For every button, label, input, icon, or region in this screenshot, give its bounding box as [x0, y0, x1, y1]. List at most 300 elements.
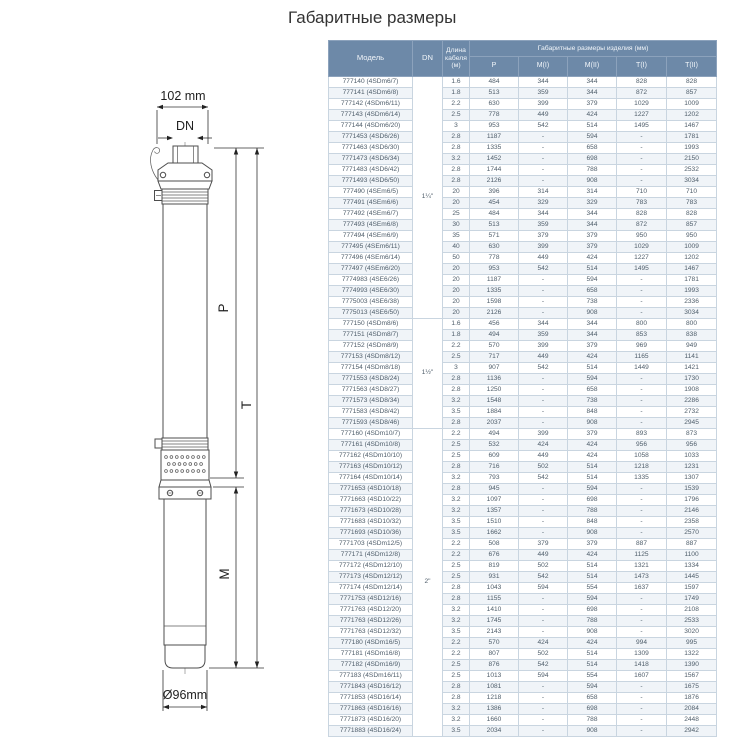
dim-p-cell: 532 [470, 440, 519, 451]
cable-length-cell: 2.8 [443, 583, 470, 594]
dim-t2-cell: 1749 [667, 594, 717, 605]
table-row [329, 187, 717, 198]
dim-p-cell: 513 [470, 88, 519, 99]
cable-length-cell: 20 [443, 286, 470, 297]
dim-t1-cell: 893 [617, 429, 667, 440]
dim-m1-cell: 449 [519, 110, 568, 121]
dim-t2-cell: 1467 [667, 264, 717, 275]
dim-t2-cell: 828 [667, 209, 717, 220]
dim-t1-cell: - [617, 715, 667, 726]
cable-length-cell: 1.6 [443, 319, 470, 330]
col-header-m2: M(II) [568, 57, 617, 77]
dim-t1-cell: 950 [617, 231, 667, 242]
dim-m1-cell: 502 [519, 462, 568, 473]
table-row [329, 440, 717, 451]
table-row [329, 605, 717, 616]
dim-t1-cell: - [617, 275, 667, 286]
cable-length-cell: 2.2 [443, 539, 470, 550]
dim-p-cell: 1357 [470, 506, 519, 517]
model-cell: 777164 (4SDm10/14) [329, 473, 413, 484]
dim-t1-cell: - [617, 132, 667, 143]
model-cell: 7771673 (4SD10/28) [329, 506, 413, 517]
cable-length-cell: 3.2 [443, 473, 470, 484]
model-cell: 7771763 (4SD12/32) [329, 627, 413, 638]
table-row [329, 682, 717, 693]
dim-p-cell: 1081 [470, 682, 519, 693]
dim-m1-cell: 399 [519, 242, 568, 253]
model-cell: 7771663 (4SD10/22) [329, 495, 413, 506]
dim-p-cell: 484 [470, 77, 519, 88]
dim-t2-cell: 1908 [667, 385, 717, 396]
dim-label-p: P [216, 303, 231, 313]
dim-t2-cell: 3020 [667, 627, 717, 638]
model-cell: 777142 (4SDm6/11) [329, 99, 413, 110]
dim-m2-cell: 344 [568, 220, 617, 231]
dim-t1-cell: - [617, 605, 667, 616]
table-row [329, 506, 717, 517]
dim-m2-cell: 379 [568, 231, 617, 242]
dim-p-cell: 570 [470, 341, 519, 352]
dim-p-cell: 676 [470, 550, 519, 561]
dim-p-cell: 454 [470, 198, 519, 209]
dim-t2-cell: 1993 [667, 143, 717, 154]
dim-t2-cell: 1009 [667, 242, 717, 253]
dim-m2-cell: 379 [568, 341, 617, 352]
cable-length-cell: 3.2 [443, 605, 470, 616]
cable-length-cell: 25 [443, 209, 470, 220]
dim-t1-cell: 783 [617, 198, 667, 209]
model-cell: 777152 (4SDm8/9) [329, 341, 413, 352]
dim-t1-cell: - [617, 143, 667, 154]
dim-p-cell: 1548 [470, 396, 519, 407]
dn-group-cell: 1½" [413, 319, 443, 429]
cable-length-cell: 2.8 [443, 143, 470, 154]
model-cell: 7771563 (4SD8/27) [329, 385, 413, 396]
pump-body [163, 204, 207, 438]
dimension-vertical-lines [209, 148, 264, 668]
dim-p-cell: 2126 [470, 176, 519, 187]
dim-t2-cell: 828 [667, 77, 717, 88]
model-cell: 7771753 (4SD12/16) [329, 594, 413, 605]
dim-p-cell: 1744 [470, 165, 519, 176]
cable-length-cell: 2.5 [443, 671, 470, 682]
model-cell: 777180 (4SDm16/5) [329, 638, 413, 649]
dim-t2-cell: 1100 [667, 550, 717, 561]
dim-m1-cell: 359 [519, 330, 568, 341]
dim-t1-cell: 1335 [617, 473, 667, 484]
dim-t1-cell: - [617, 616, 667, 627]
dim-t2-cell: 1781 [667, 275, 717, 286]
dim-p-cell: 513 [470, 220, 519, 231]
model-cell: 7771453 (4SD6/26) [329, 132, 413, 143]
dim-p-cell: 1187 [470, 132, 519, 143]
dim-m2-cell: 424 [568, 550, 617, 561]
dim-m2-cell: 848 [568, 407, 617, 418]
table-row [329, 726, 717, 737]
dim-t2-cell: 1597 [667, 583, 717, 594]
cable-length-cell: 2.5 [443, 561, 470, 572]
dim-m2-cell: 698 [568, 704, 617, 715]
dim-m1-cell: 424 [519, 638, 568, 649]
dim-p-cell: 793 [470, 473, 519, 484]
col-header-cable-length: Длина кабеля (м) [443, 41, 470, 77]
dim-m1-cell: - [519, 726, 568, 737]
model-cell: 7771863 (4SD16/16) [329, 704, 413, 715]
dim-m1-cell: - [519, 308, 568, 319]
dim-t1-cell: - [617, 693, 667, 704]
cable-length-cell: 2.5 [443, 660, 470, 671]
dim-t2-cell: 1334 [667, 561, 717, 572]
col-header-t1: T(I) [617, 57, 667, 77]
dim-p-cell: 1745 [470, 616, 519, 627]
cable-length-cell: 2.5 [443, 440, 470, 451]
dim-m2-cell: 658 [568, 385, 617, 396]
col-header-p: P [470, 57, 519, 77]
pump-intake-screen [155, 438, 211, 487]
dim-t2-cell: 1322 [667, 649, 717, 660]
dim-p-cell: 1598 [470, 297, 519, 308]
dim-t1-cell: - [617, 682, 667, 693]
cable-length-cell: 3.2 [443, 616, 470, 627]
dim-m2-cell: 698 [568, 495, 617, 506]
model-cell: 7771873 (4SD16/20) [329, 715, 413, 726]
dim-t2-cell: 873 [667, 429, 717, 440]
table-row [329, 407, 717, 418]
dim-m2-cell: 594 [568, 275, 617, 286]
model-cell: 777150 (4SDm8/6) [329, 319, 413, 330]
dim-t1-cell: - [617, 165, 667, 176]
dim-m1-cell: - [519, 418, 568, 429]
table-body [329, 77, 717, 737]
dim-t1-cell: - [617, 308, 667, 319]
table-row [329, 330, 717, 341]
table-row [329, 484, 717, 495]
dim-m2-cell: 698 [568, 154, 617, 165]
dim-p-cell: 1155 [470, 594, 519, 605]
dim-t1-cell: - [617, 396, 667, 407]
cable-length-cell: 2.2 [443, 550, 470, 561]
cable-length-cell: 3.5 [443, 517, 470, 528]
table-row [329, 352, 717, 363]
dim-m2-cell: 344 [568, 319, 617, 330]
dim-t2-cell: 2448 [667, 715, 717, 726]
dim-m2-cell: 908 [568, 528, 617, 539]
dim-label-m: M [217, 568, 232, 580]
model-cell: 777496 (4SEm6/14) [329, 253, 413, 264]
pump-dimensional-drawing [140, 80, 280, 720]
table-row [329, 517, 717, 528]
cable-length-cell: 50 [443, 253, 470, 264]
dim-m1-cell: - [519, 374, 568, 385]
table-row [329, 209, 717, 220]
cable-length-cell: 3.5 [443, 726, 470, 737]
table-row [329, 495, 717, 506]
dim-t2-cell: 857 [667, 88, 717, 99]
dim-m2-cell: 594 [568, 132, 617, 143]
dim-m1-cell: 502 [519, 561, 568, 572]
model-cell: 777161 (4SDm10/8) [329, 440, 413, 451]
dim-label-diameter: Ø96mm [162, 688, 208, 702]
model-cell: 777153 (4SDm8/12) [329, 352, 413, 363]
dim-m2-cell: 788 [568, 616, 617, 627]
dim-t2-cell: 950 [667, 231, 717, 242]
table-row [329, 143, 717, 154]
dim-m1-cell: 379 [519, 539, 568, 550]
dim-m2-cell: 424 [568, 638, 617, 649]
dimensions-table [328, 40, 717, 737]
cable-length-cell: 2.8 [443, 132, 470, 143]
dim-t1-cell: 1227 [617, 253, 667, 264]
dim-m1-cell: - [519, 506, 568, 517]
model-cell: 7771463 (4SD6/30) [329, 143, 413, 154]
dim-m1-cell: 329 [519, 198, 568, 209]
table-row [329, 429, 717, 440]
dim-m1-cell: 399 [519, 429, 568, 440]
dimensions-table-container [328, 40, 716, 737]
cable-length-cell: 3.2 [443, 506, 470, 517]
model-cell: 777490 (4SEm6/5) [329, 187, 413, 198]
cable-length-cell: 40 [443, 242, 470, 253]
dim-p-cell: 2034 [470, 726, 519, 737]
model-cell: 7771583 (4SD8/42) [329, 407, 413, 418]
dim-t2-cell: 2336 [667, 297, 717, 308]
dim-t2-cell: 2108 [667, 605, 717, 616]
model-cell: 7774983 (4SE6/26) [329, 275, 413, 286]
dim-m2-cell: 514 [568, 649, 617, 660]
table-row [329, 77, 717, 88]
dim-m2-cell: 788 [568, 506, 617, 517]
table-row [329, 363, 717, 374]
model-cell: 777495 (4SEm6/11) [329, 242, 413, 253]
cable-length-cell: 30 [443, 220, 470, 231]
model-cell: 7771573 (4SD8/34) [329, 396, 413, 407]
dim-t2-cell: 783 [667, 198, 717, 209]
dim-m2-cell: 344 [568, 330, 617, 341]
dim-m1-cell: - [519, 154, 568, 165]
dim-t2-cell: 1730 [667, 374, 717, 385]
dim-m2-cell: 908 [568, 176, 617, 187]
dim-m1-cell: 399 [519, 341, 568, 352]
dim-m2-cell: 424 [568, 352, 617, 363]
dim-m2-cell: 908 [568, 308, 617, 319]
dim-p-cell: 1335 [470, 286, 519, 297]
dim-m1-cell: 344 [519, 209, 568, 220]
dim-t2-cell: 956 [667, 440, 717, 451]
dim-t2-cell: 1796 [667, 495, 717, 506]
cable-length-cell: 35 [443, 231, 470, 242]
model-cell: 777163 (4SDm10/12) [329, 462, 413, 473]
dim-m2-cell: 594 [568, 374, 617, 385]
cable-length-cell: 2.8 [443, 385, 470, 396]
dim-label-102mm: 102 mm [160, 89, 206, 103]
pump-bottom-cap [165, 645, 205, 668]
cable-length-cell: 3.5 [443, 627, 470, 638]
table-row [329, 99, 717, 110]
dim-p-cell: 1510 [470, 517, 519, 528]
dim-t2-cell: 2358 [667, 517, 717, 528]
dim-t2-cell: 995 [667, 638, 717, 649]
table-row [329, 286, 717, 297]
cable-length-cell: 2.8 [443, 594, 470, 605]
model-cell: 777497 (4SEm6/20) [329, 264, 413, 275]
dim-m1-cell: - [519, 616, 568, 627]
dim-t1-cell: 1029 [617, 99, 667, 110]
dim-m1-cell: 542 [519, 473, 568, 484]
dim-m2-cell: 788 [568, 715, 617, 726]
cable-length-cell: 3.2 [443, 495, 470, 506]
dim-t1-cell: 1218 [617, 462, 667, 473]
table-row [329, 385, 717, 396]
dim-m2-cell: 554 [568, 583, 617, 594]
dim-p-cell: 953 [470, 264, 519, 275]
dim-t1-cell: 1227 [617, 110, 667, 121]
pump-motor [159, 487, 211, 668]
dim-t2-cell: 1876 [667, 693, 717, 704]
dim-m1-cell: - [519, 176, 568, 187]
model-cell: 777162 (4SDm10/10) [329, 451, 413, 462]
dim-m2-cell: 344 [568, 88, 617, 99]
dim-m2-cell: 424 [568, 253, 617, 264]
dim-m1-cell: 359 [519, 220, 568, 231]
table-row [329, 627, 717, 638]
model-cell: 7774993 (4SE6/30) [329, 286, 413, 297]
dim-m2-cell: 908 [568, 726, 617, 737]
dim-m2-cell: 379 [568, 99, 617, 110]
dim-p-cell: 2126 [470, 308, 519, 319]
dim-t1-cell: 1309 [617, 649, 667, 660]
dim-t1-cell: - [617, 726, 667, 737]
cable-length-cell: 3 [443, 121, 470, 132]
dim-t1-cell: - [617, 418, 667, 429]
model-cell: 777171 (4SDm12/8) [329, 550, 413, 561]
dim-m1-cell: 344 [519, 319, 568, 330]
dim-p-cell: 2143 [470, 627, 519, 638]
pump-clamp-band [155, 189, 209, 204]
model-cell: 7775013 (4SE6/50) [329, 308, 413, 319]
table-row [329, 176, 717, 187]
dim-m1-cell: - [519, 286, 568, 297]
cable-length-cell: 2.8 [443, 462, 470, 473]
dim-m2-cell: 738 [568, 396, 617, 407]
dim-t1-cell: 800 [617, 319, 667, 330]
dim-t1-cell: - [617, 484, 667, 495]
dim-p-cell: 1452 [470, 154, 519, 165]
dim-t1-cell: 994 [617, 638, 667, 649]
model-cell: 7771653 (4SD10/18) [329, 484, 413, 495]
dim-m2-cell: 379 [568, 539, 617, 550]
dim-t1-cell: 1165 [617, 352, 667, 363]
dim-t2-cell: 2532 [667, 165, 717, 176]
dim-t1-cell: 828 [617, 77, 667, 88]
dim-t1-cell: 1473 [617, 572, 667, 583]
dim-label-dn: DN [175, 119, 195, 133]
cable-length-cell: 3.2 [443, 715, 470, 726]
col-header-m1: M(I) [519, 57, 568, 77]
dim-t2-cell: 1445 [667, 572, 717, 583]
dim-m1-cell: 424 [519, 440, 568, 451]
table-row [329, 165, 717, 176]
dim-t1-cell: - [617, 495, 667, 506]
dim-m1-cell: 542 [519, 572, 568, 583]
cable-length-cell: 2.8 [443, 374, 470, 385]
dim-m1-cell: - [519, 594, 568, 605]
dim-p-cell: 1097 [470, 495, 519, 506]
pump-head [151, 146, 212, 189]
dim-t2-cell: 2150 [667, 154, 717, 165]
model-cell: 777151 (4SDm8/7) [329, 330, 413, 341]
model-cell: 777144 (4SDm6/20) [329, 121, 413, 132]
dim-p-cell: 570 [470, 638, 519, 649]
dim-m2-cell: 554 [568, 671, 617, 682]
cable-length-cell: 20 [443, 275, 470, 286]
dim-p-cell: 630 [470, 99, 519, 110]
dim-m1-cell: - [519, 132, 568, 143]
dim-t2-cell: 2942 [667, 726, 717, 737]
dim-t1-cell: - [617, 528, 667, 539]
dim-m2-cell: 658 [568, 286, 617, 297]
table-row [329, 660, 717, 671]
table-row [329, 451, 717, 462]
dim-t1-cell: - [617, 154, 667, 165]
dim-p-cell: 484 [470, 209, 519, 220]
cable-length-cell: 20 [443, 308, 470, 319]
cable-length-cell: 3.5 [443, 407, 470, 418]
dim-t1-cell: 1607 [617, 671, 667, 682]
table-row [329, 253, 717, 264]
dim-p-cell: 456 [470, 319, 519, 330]
dim-m2-cell: 594 [568, 682, 617, 693]
dim-t1-cell: - [617, 374, 667, 385]
dim-m2-cell: 514 [568, 561, 617, 572]
dim-p-cell: 494 [470, 429, 519, 440]
cable-length-cell: 3.2 [443, 704, 470, 715]
cable-length-cell: 2.5 [443, 451, 470, 462]
dim-t1-cell: 887 [617, 539, 667, 550]
dim-t1-cell: - [617, 506, 667, 517]
page-title: Габаритные размеры [288, 8, 457, 27]
dim-p-cell: 1662 [470, 528, 519, 539]
dim-t2-cell: 857 [667, 220, 717, 231]
dim-label-t: T [239, 400, 254, 410]
dim-t1-cell: - [617, 385, 667, 396]
dim-t1-cell: - [617, 297, 667, 308]
dim-m1-cell: 449 [519, 451, 568, 462]
dim-p-cell: 508 [470, 539, 519, 550]
table-row [329, 649, 717, 660]
col-header-dimensions-group: Габаритные размеры изделия (мм) [470, 41, 717, 57]
model-cell: 7771683 (4SD10/32) [329, 517, 413, 528]
dim-p-cell: 807 [470, 649, 519, 660]
dim-m1-cell: - [519, 693, 568, 704]
cable-length-cell: 2.8 [443, 693, 470, 704]
dim-p-cell: 1250 [470, 385, 519, 396]
dim-m2-cell: 594 [568, 594, 617, 605]
cable-length-cell: 20 [443, 297, 470, 308]
table-row [329, 396, 717, 407]
dim-m1-cell: - [519, 627, 568, 638]
table-row [329, 220, 717, 231]
cable-length-cell: 1.6 [443, 77, 470, 88]
table-row [329, 132, 717, 143]
dim-t2-cell: 3034 [667, 308, 717, 319]
dim-m2-cell: 514 [568, 572, 617, 583]
dim-m2-cell: 379 [568, 429, 617, 440]
dim-m1-cell: - [519, 715, 568, 726]
dim-p-cell: 717 [470, 352, 519, 363]
dim-t2-cell: 838 [667, 330, 717, 341]
dim-t1-cell: - [617, 627, 667, 638]
dim-t2-cell: 1009 [667, 99, 717, 110]
